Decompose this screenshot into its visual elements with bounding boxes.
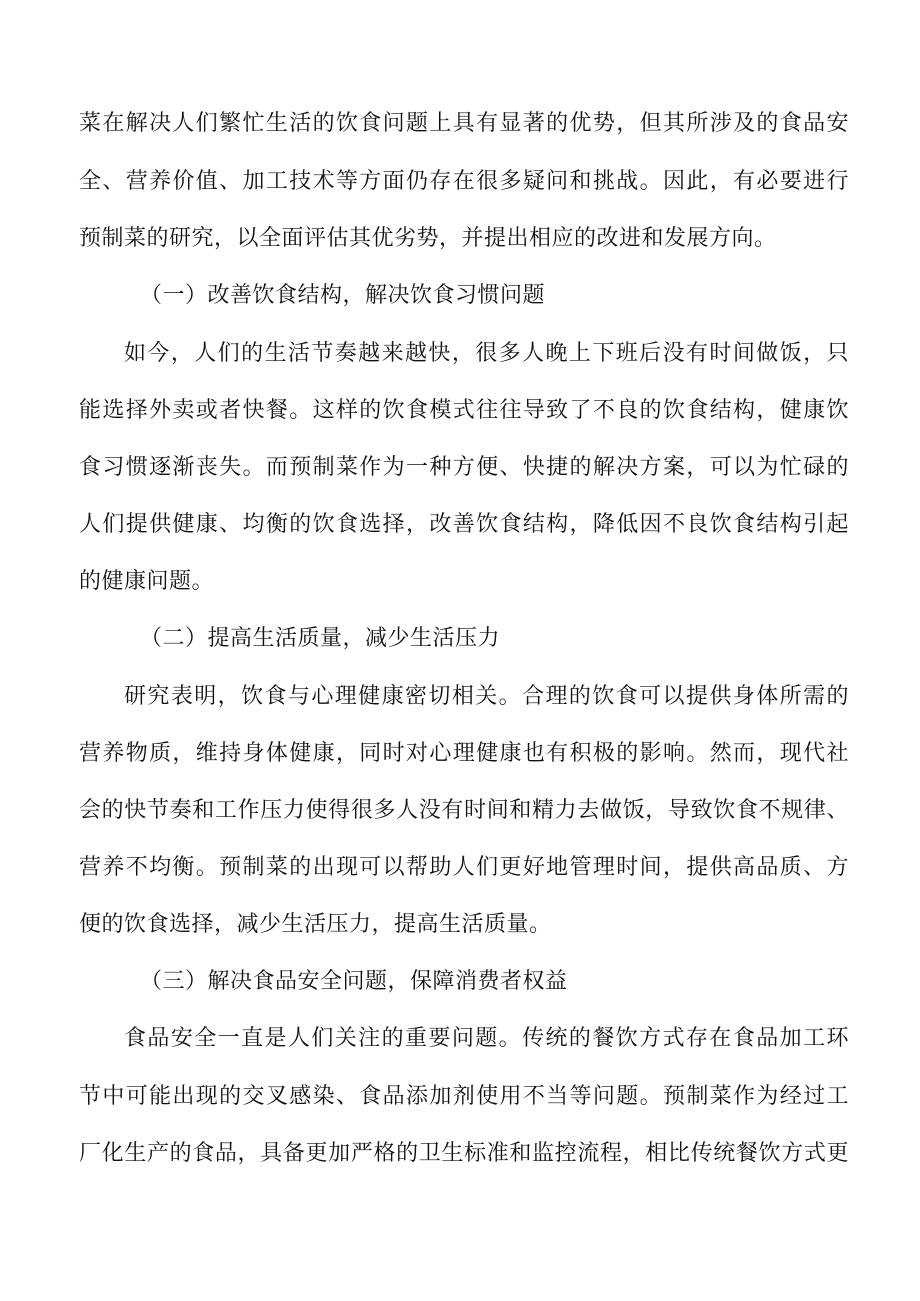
- section-1-line-1: 如今，人们的生活节奏越来越快，很多人晚上下班后没有时间做饭，只: [124, 341, 849, 366]
- section-2-line-1: 研究表明，饮食与心理健康密切相关。合理的饮食可以提供身体所需的: [124, 684, 849, 709]
- section-2-line-3: 会的快节奏和工作压力使得很多人没有时间和精力去做饭，导致饮食不规律、: [79, 798, 849, 823]
- section-3-line-3: 厂化生产的食品，具备更加严格的卫生标准和监控流程，相比传统餐饮方式更: [79, 1141, 849, 1166]
- section-1-heading: （一）改善饮食结构，解决饮食习惯问题: [140, 283, 546, 308]
- section-1-line-2: 能选择外卖或者快餐。这样的饮食模式往往导致了不良的饮食结构，健康饮: [79, 398, 849, 423]
- intro-line-2: 全、营养价值、加工技术等方面仍存在很多疑问和挑战。因此，有必要进行: [79, 169, 849, 194]
- section-1-line-5: 的健康问题。: [79, 569, 215, 594]
- section-1-line-4: 人们提供健康、均衡的饮食选择，改善饮食结构，降低因不良饮食结构引起: [79, 512, 849, 537]
- section-3-line-2: 节中可能出现的交叉感染、食品添加剂使用不当等问题。预制菜作为经过工: [79, 1084, 849, 1109]
- intro-line-1: 菜在解决人们繁忙生活的饮食问题上具有显著的优势，但其所涉及的食品安: [79, 111, 849, 136]
- section-2-line-4: 营养不均衡。预制菜的出现可以帮助人们更好地管理时间，提供高品质、方: [79, 855, 849, 880]
- section-1-line-3: 食习惯逐渐丧失。而预制菜作为一种方便、快捷的解决方案，可以为忙碌的: [79, 455, 849, 480]
- section-2-heading: （二）提高生活质量，减少生活压力: [140, 626, 501, 651]
- intro-line-3: 预制菜的研究，以全面评估其优劣势，并提出相应的改进和发展方向。: [79, 226, 777, 251]
- section-2-line-2: 营养物质，维持身体健康，同时对心理健康也有积极的影响。然而，现代社: [79, 741, 849, 766]
- section-2-line-5: 便的饮食选择，减少生活压力，提高生活质量。: [79, 912, 552, 937]
- section-3-line-1: 食品安全一直是人们关注的重要问题。传统的餐饮方式存在食品加工环: [124, 1026, 849, 1051]
- section-3-heading: （三）解决食品安全问题，保障消费者权益: [140, 969, 568, 994]
